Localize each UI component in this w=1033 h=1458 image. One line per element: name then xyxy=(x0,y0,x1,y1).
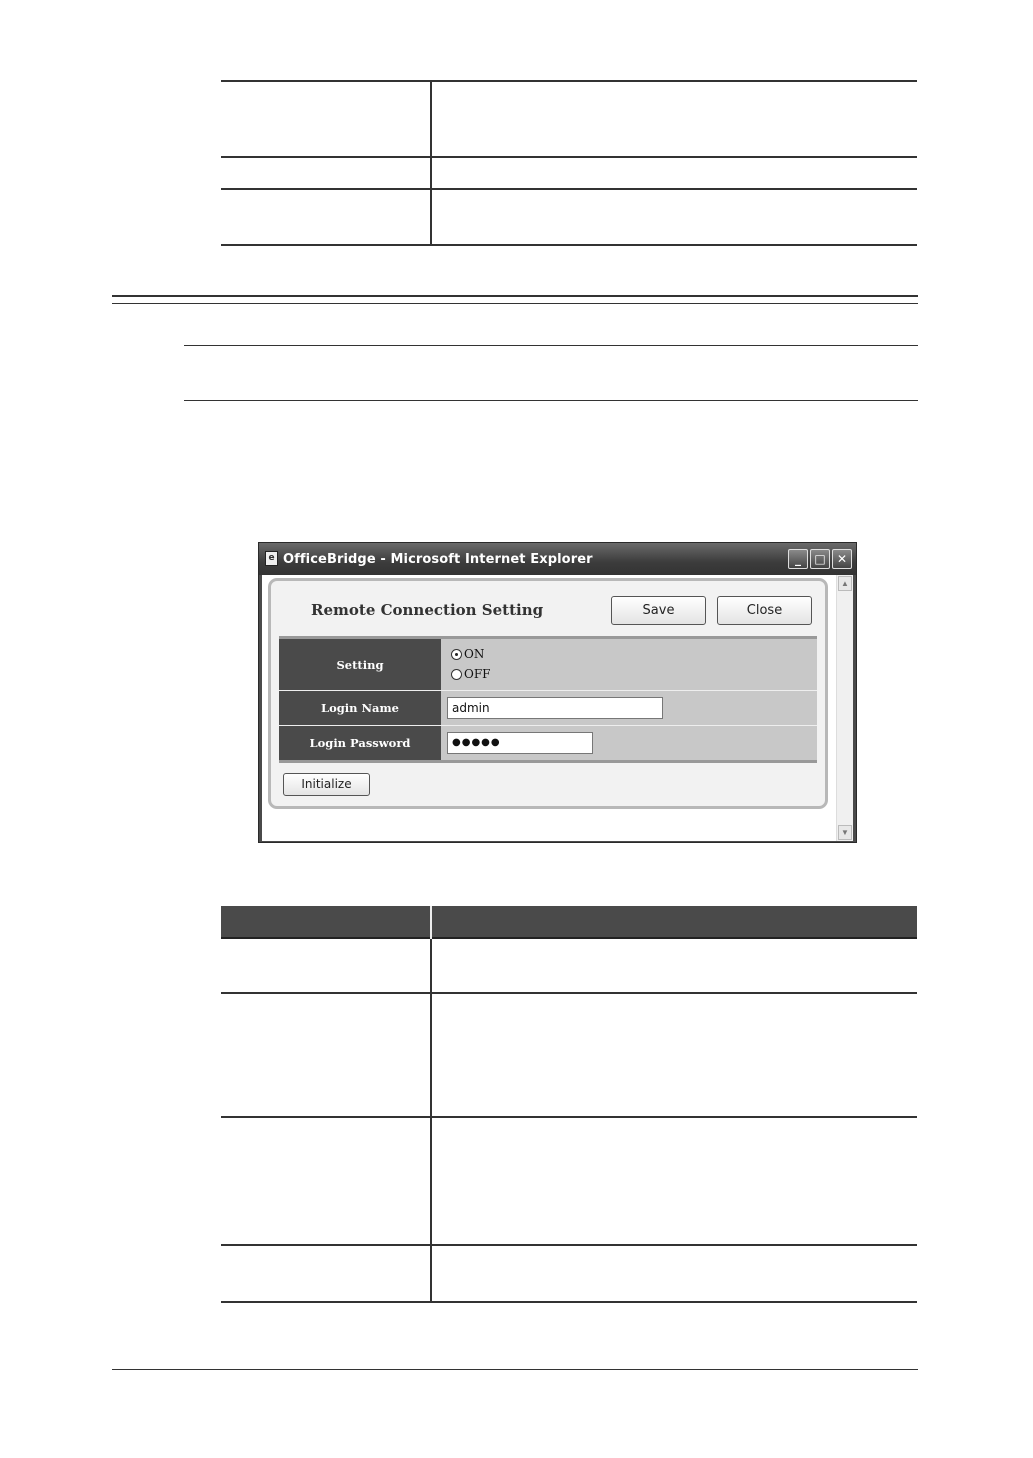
vertical-scrollbar[interactable] xyxy=(836,575,853,841)
subsection-rule-bottom xyxy=(184,400,918,401)
login-password-label: Login Password xyxy=(279,726,441,760)
top-table-rule-1 xyxy=(221,80,917,82)
radio-off-indicator[interactable] xyxy=(451,669,462,680)
save-button[interactable]: Save xyxy=(611,596,706,625)
section-rule xyxy=(112,295,918,304)
radio-on[interactable] xyxy=(451,647,484,661)
login-name-label: Login Name xyxy=(279,691,441,725)
lower-table-rule-3 xyxy=(221,1244,917,1246)
login-password-row xyxy=(279,726,817,760)
close-icon[interactable]: ✕ xyxy=(832,549,852,569)
browser-content xyxy=(262,575,853,841)
setting-row xyxy=(279,639,817,690)
top-table-rule-2 xyxy=(221,156,917,158)
login-name-input[interactable]: admin xyxy=(447,697,663,719)
top-table-divider xyxy=(430,80,432,245)
settings-form xyxy=(279,636,817,763)
scroll-up-icon[interactable]: ▲ xyxy=(838,576,852,591)
radio-off[interactable] xyxy=(451,667,491,681)
window-title: OfficeBridge - Microsoft Internet Explorer xyxy=(283,552,593,567)
window-titlebar[interactable] xyxy=(259,543,856,575)
radio-on-indicator[interactable] xyxy=(451,649,462,660)
footer-rule xyxy=(112,1369,918,1370)
setting-options xyxy=(443,639,817,690)
minimize-icon[interactable]: _ xyxy=(788,549,808,569)
ie-page-icon: e xyxy=(265,551,278,566)
lower-table-header xyxy=(221,906,917,939)
setting-label: Setting xyxy=(279,639,441,690)
lower-table-rule-1 xyxy=(221,992,917,994)
initialize-button[interactable]: Initialize xyxy=(283,773,370,796)
radio-on-label: ON xyxy=(464,647,485,661)
login-name-row xyxy=(279,691,817,725)
lower-header-divider xyxy=(430,906,432,939)
ie-window xyxy=(258,542,857,843)
top-table-rule-3 xyxy=(221,188,917,190)
close-button[interactable]: Close xyxy=(717,596,812,625)
top-table-rule-4 xyxy=(221,244,917,246)
lower-table-divider xyxy=(430,939,432,1302)
login-password-input[interactable]: ●●●●● xyxy=(447,732,593,754)
radio-off-label: OFF xyxy=(464,667,491,681)
subsection-rule-top xyxy=(184,345,918,346)
lower-table-rule-4 xyxy=(221,1301,917,1303)
lower-table-rule-2 xyxy=(221,1116,917,1118)
scroll-down-icon[interactable]: ▼ xyxy=(838,825,852,840)
settings-panel xyxy=(268,578,828,809)
page-title: Remote Connection Setting xyxy=(311,601,544,619)
maximize-icon[interactable]: □ xyxy=(810,549,830,569)
